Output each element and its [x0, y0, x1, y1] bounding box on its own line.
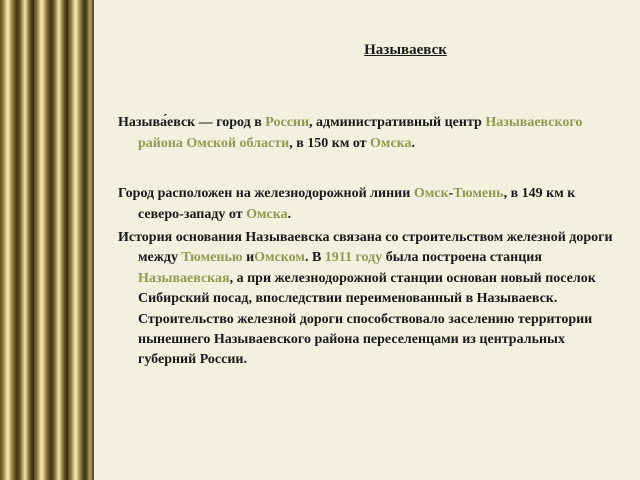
wiki-link[interactable]: Тюменью: [181, 250, 243, 266]
paragraph-text: , административный центр: [309, 115, 486, 130]
wiki-link[interactable]: Называевская: [138, 270, 230, 286]
paragraph-text: , в 149 км к северо-западу от: [138, 186, 576, 222]
wiki-link[interactable]: Омска: [370, 136, 412, 151]
wiki-link[interactable]: Тюмень: [453, 186, 504, 201]
decorative-gold-frame: [0, 0, 86, 480]
slide-content: [118, 0, 623, 480]
frame-edge: [86, 0, 94, 480]
paragraph-text: . В: [304, 250, 325, 266]
wiki-link[interactable]: Омской области: [186, 136, 290, 151]
paragraph-location: [118, 183, 618, 225]
paragraph-text: , в 150 км от: [289, 136, 371, 151]
paragraph-text: История основания Называевска связана со строительством железной дороги между: [118, 230, 613, 266]
paragraph-text: и: [242, 250, 255, 266]
paragraph-text: , а при железнодорожной станции основан новый поселок Сибирский посад, впоследствии переименованный в Называевск. Строительство железной дороги способствовало заселению территории нынешнего Называевского района переселенцами из центральных губерний России.: [138, 270, 596, 368]
wiki-link[interactable]: Омска: [246, 207, 288, 222]
paragraph-text: .: [287, 207, 292, 222]
wiki-link[interactable]: Называевского района: [138, 115, 583, 151]
wiki-link[interactable]: Омск: [413, 186, 449, 201]
wiki-link[interactable]: 1911 году: [324, 250, 383, 266]
wiki-link[interactable]: Омском: [254, 250, 305, 266]
paragraph-history: [118, 228, 618, 371]
paragraph-text: Называ́евск — город в: [118, 115, 266, 130]
paragraph-text: -: [448, 186, 454, 201]
wiki-link[interactable]: России: [265, 115, 310, 130]
paragraph-intro: [118, 112, 618, 154]
paragraph-text: была построена станция: [382, 250, 542, 266]
paragraph-text: Город расположен на железнодорожной линии: [118, 186, 414, 201]
paragraph-text: .: [411, 136, 416, 151]
page-title: Называевск: [364, 42, 447, 58]
